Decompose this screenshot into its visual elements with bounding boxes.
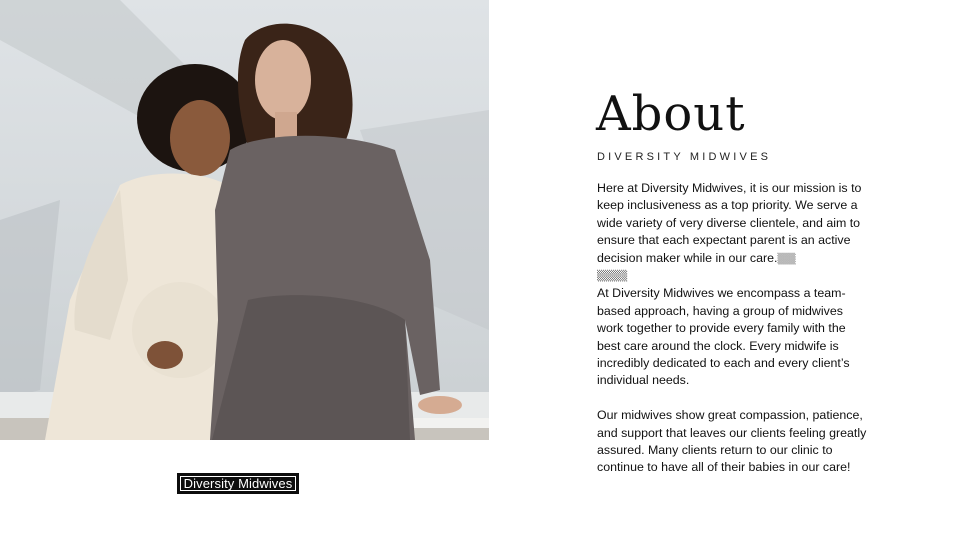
about-body bbox=[597, 180, 872, 477]
brand-logo-text: Diversity Midwives bbox=[183, 476, 293, 491]
page-subtitle: DIVERSITY MIDWIVES bbox=[597, 151, 772, 163]
paragraph-spacer bbox=[597, 390, 872, 407]
placeholder-glyphs-inline: ▒▒▒ bbox=[777, 253, 796, 265]
brand-logo-badge[interactable] bbox=[177, 473, 299, 494]
page-title: About bbox=[596, 86, 746, 142]
hero-photo bbox=[0, 0, 489, 440]
about-paragraph-care: Our midwives show great compassion, patience, and support that leaves our clients feeling greatly assured. Many clients return to our clinic to continue to have all of their babies in our care! bbox=[597, 408, 867, 475]
photo-two-pregnant-women-image bbox=[0, 0, 489, 440]
placeholder-glyphs-line: ▒▒▒▒▒ bbox=[597, 271, 628, 283]
about-paragraph-team: At Diversity Midwives we encompass a team-based approach, having a group of midwives work together to provide every family with the best care around the clock. Every midwife is incredibly dedicated to each and every client’s individual needs. bbox=[597, 286, 850, 388]
about-paragraph-mission: Here at Diversity Midwives, it is our mission is to keep inclusiveness as a top priority. We serve a wide variety of very diverse clientele, and aim to ensure that each expectant parent is an active decision maker while in our care.▒▒▒ bbox=[597, 181, 862, 265]
